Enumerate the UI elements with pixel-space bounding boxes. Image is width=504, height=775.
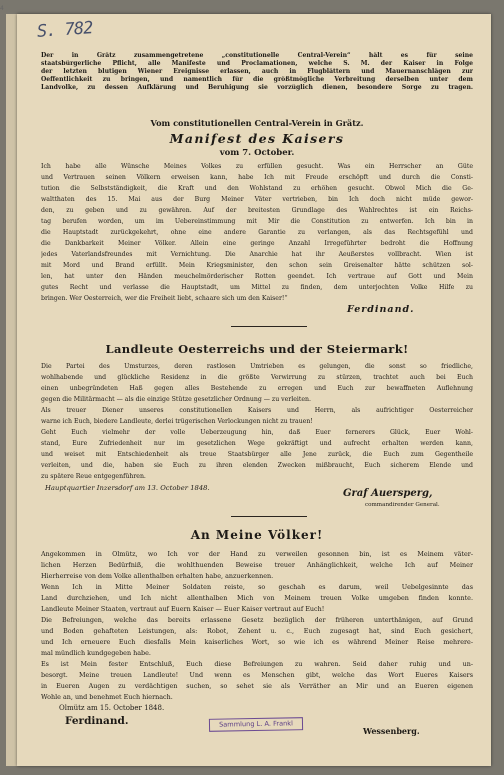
section-divider	[231, 326, 307, 327]
broadsheet-page	[17, 14, 491, 766]
club-line: Vom constitutionellen Central-Verein in Grätz.	[150, 118, 364, 128]
address-line: Land durchziehen, und Ich nicht allenthalben Mich von Meinem treuen Volke umgeben finden konnte.	[41, 594, 473, 602]
manifest-line: jedes Vaterlandsfreundes mit Vernichtung. Die Anarchie hat ihr Aeußerstes vollbracht. Wien ist	[41, 251, 473, 258]
proclamation-line: warne ich Euch, biedere Landleute, derlei trügerischen Verlockungen nicht zu trauen!	[41, 418, 313, 425]
proclamation-line: zu spätere Reue entgegenführen.	[41, 473, 146, 480]
proclamation-line: verleiten, und die, haben sie Euch zu ihren elenden Zwecken mißbraucht, Euch sicherem Elende und	[41, 462, 473, 469]
address-signature-left: Ferdinand.	[65, 715, 129, 727]
address-line: Die Befreiungen, welche das bereits erlassene Gesetz bezüglich der früheren unterthänigen, auf Grund	[41, 616, 473, 624]
address-line: Es ist Mein fester Entschluß, Euch diese Befreiungen zu wahren. Seid daher ruhig und un-	[41, 660, 473, 668]
manifest-line: len, hat unter den Händen meuchelmörderischer Rotten geendet. Ich vertraue auf Gott und Mein	[41, 273, 473, 280]
proclamation-line: Geht Euch vielmehr der volle Ueberzeugung hin, daß Euer fernerers Glück, Euer Wohl-	[41, 429, 473, 436]
manifest-line: den, zu geben und zu gewähren. Auf der breitesten Grundlage des Wahlrechtes ist ein Reichs-	[41, 207, 473, 214]
manifest-date: vom 7. October.	[219, 148, 295, 158]
intro-line: der letzten blutigen Wiener Ereignisse erlassen, auch in Flugblättern und Mauernanschlägen zur	[41, 68, 473, 75]
proclamation-signature: Graf Auersperg,	[343, 488, 433, 499]
address-line: lichen Herzen Bedürfniß, die wohlthuenden Beweise treuer Anhänglichkeit, welche Ich auf Meiner	[41, 561, 473, 569]
intro-line: Oeffentlichkeit zu bringen, und namentlich für die größtmögliche Verbreitung derselben unter dem	[41, 76, 473, 83]
proclamation-line: einen unbegründeten Haß gegen alles Bestehende zu erregen und Euch zur bewaffneten Auflehnung	[41, 385, 473, 392]
address-place-date: Olmütz am 15. October 1848.	[59, 704, 165, 712]
intro-line: staatsbürgerliche Pflicht, alle Manifeste und Proclamationen, welche S. M. der Kaiser in Folge	[41, 60, 473, 67]
address-title: An Meine Völker!	[190, 528, 324, 542]
proclamation-line: Die Partei des Umsturzes, deren rastlosen Umtrieben es gelungen, die sonst so friedliche,	[41, 363, 473, 370]
collection-stamp: Sammlung L. A. Frankl	[209, 717, 303, 732]
manifest-line: tag berufen worden, um im Uebereinstimmung mit Mir die Constitution zu entwerfen. Ich bin in	[41, 218, 473, 225]
manifest-line: die Hauptstadt zurückgekehrt, ohne eine andere Garantie zu verlangen, als das Rechtsgefühl und	[41, 229, 473, 236]
left-page-edge	[6, 14, 17, 766]
corner-mark: 4	[0, 5, 4, 12]
manifest-title: Manifest des Kaisers	[169, 131, 345, 146]
manifest-line: Ich habe alle Wünsche Meines Volkes zu erfüllen gesucht. Was ein Herrscher an Güte	[41, 163, 473, 170]
proclamation-line: Als treuer Diener unseres constitutionellen Kaisers und Herrn, als aufrichtiger Oesterreicher	[41, 407, 473, 414]
proclamation-line: und weiset mit Entschiedenheit als treue Staatsbürger alle Jene zurück, die Euch zum Gegentheile	[41, 451, 473, 458]
handwritten-note: S. 782	[36, 18, 94, 42]
manifest-line: waltthaten des 15. Mai aus der Burg Meiner Väter vertrieben, bin Ich doch nicht müde gewor-	[41, 196, 473, 203]
address-line: Angekommen in Olmütz, wo Ich vor der Hand zu verweilen gesonnen bin, ist es Meinem väter-	[41, 550, 473, 558]
intro-line: Landvolke, zu dessen Aufklärung und Beruhigung sie vorzüglich dienen, besondere Sorge zu tragen.	[41, 84, 473, 91]
address-line: und Ich erneuere Euch diesfalls Mein kaiserliches Wort, so wie ich es während Meiner Reise mehrere-	[41, 638, 473, 646]
section-divider	[231, 516, 307, 517]
manifest-line: und Vertrauen seinen Völkern erweisen kann, habe Ich mit Freude erschöpft und durch die Consti-	[41, 174, 473, 181]
address-line: Landleute Meiner Staaten, vertraut auf Euern Kaiser — Euer Kaiser vertraut auf Euch!	[41, 605, 325, 613]
address-line: in Eueren Augen zu verdächtigen suchen, so sehet sie als Verräther an Mir und an Eueren eigenen	[41, 682, 473, 690]
proclamation-line: wohlhabende und glückliche Residenz in die größte Verwirrung zu stürzen, trachtet auch bei Euch	[41, 374, 473, 381]
address-line: und Boden gehafteten Leistungen, als: Robot, Zehent u. c., Euch zugesagt hat, sind Euch gesichert,	[41, 627, 473, 635]
address-signature-right: Wessenberg.	[363, 726, 420, 736]
proclamation-title: Landleute Oesterreichs und der Steiermark!	[105, 342, 409, 356]
address-line: Wenn Ich in Mitte Meiner Soldaten reiste, so geschah es darum, weil Uebelgesinnte das	[41, 583, 473, 591]
address-line: Hierherreise von dem Volke allenthalben erhalten habe, anzuerkennen.	[41, 572, 274, 580]
proclamation-line: gegen die Militärmacht — als die einzige Stütze gesetzlicher Ordnung — zu verleiten.	[41, 396, 311, 403]
proclamation-place-date: Hauptquartier Inzersdorf am 13. October 1848.	[45, 484, 210, 492]
intro-line: Der in Grätz zusammengetretene „constitutionelle Central-Verein“ hält es für seine	[41, 52, 473, 59]
proclamation-signature-title: commandirender General.	[365, 502, 440, 508]
manifest-line: tution die Selbstständigkeit, die Kraft und den Wohlstand zu erhöhen gesucht. Obwol Mich die Ge-	[41, 185, 473, 192]
address-line: mal mündlich kundgegeben habe.	[41, 649, 151, 657]
manifest-signature: Ferdinand.	[347, 304, 415, 315]
manifest-line: mit Mord und Brand erfüllt. Mein Kriegsminister, den schon sein Greisenalter hätte schützen sol-	[41, 262, 473, 269]
address-line: Wohle an, und benehmet Euch hiernach.	[41, 693, 173, 701]
manifest-line: die Dankbarkeit Meiner Völker. Allein eine geringe Anzahl Irregeführter bedroht die Hoffnung	[41, 240, 473, 247]
address-line: besorgt. Meine treuen Landleute! Und wenn es Menschen gibt, welche das Wort Eueres Kaisers	[41, 671, 473, 679]
proclamation-line: stand, Eure Zufriedenheit nur im gesetzlichen Wege gekräftigt und aufrecht erhalten werden kann,	[41, 440, 473, 447]
manifest-line: gutes Recht und verlasse die Hauptstadt, um Mittel zu finden, dem unterjochten Volke Hilfe zu	[41, 284, 473, 291]
manifest-line: bringen. Wer Oesterreich, wer die Freiheit liebt, schaare sich um den Kaiser!“	[41, 295, 288, 302]
